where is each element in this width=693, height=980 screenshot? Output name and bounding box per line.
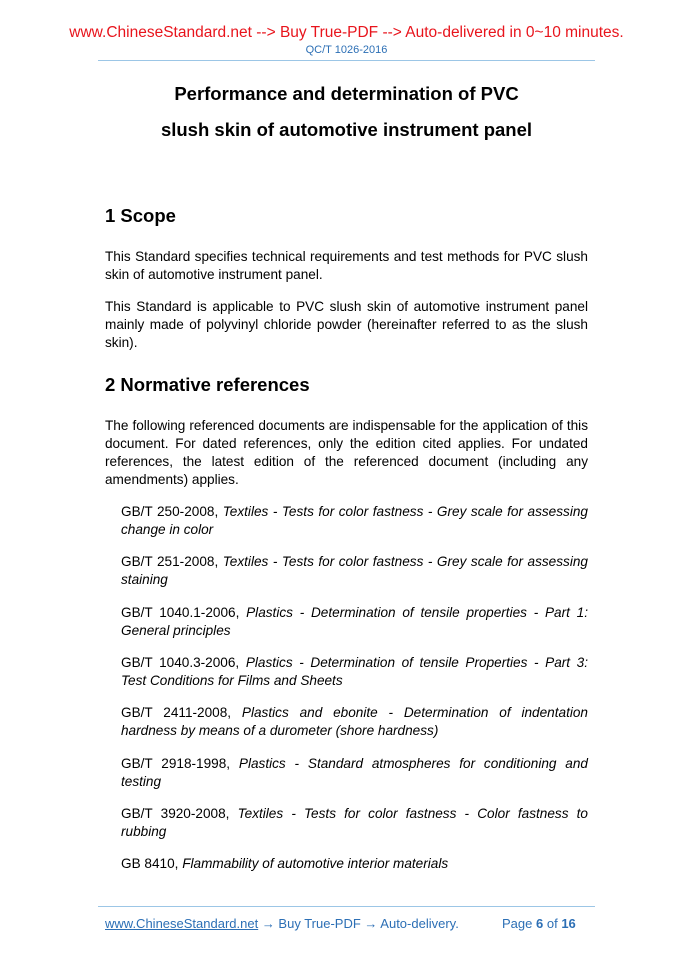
reference-item — [121, 855, 588, 873]
reference-title: Plastics - Standard atmospheres for conditioning and testing — [121, 755, 588, 789]
reference-title: Plastics - Determination of tensile Properties - Part 3: Test Conditions for Films and Sheets — [121, 654, 588, 688]
footer-promo — [105, 916, 459, 931]
reference-code: GB/T 1040.3-2006, — [121, 654, 246, 670]
header-divider — [98, 60, 595, 61]
reference-item — [121, 604, 588, 640]
reference-item — [121, 654, 588, 690]
reference-code: GB/T 250-2008, — [121, 504, 223, 519]
reference-code: GB 8410, — [121, 856, 183, 872]
reference-title: Textiles - Tests for color fastness - Color fastness to rubbing — [121, 805, 588, 839]
reference-code: GB/T 251-2008, — [121, 554, 223, 570]
of-label: of — [546, 916, 558, 931]
footer-link[interactable]: www.ChineseStandard.net — [105, 916, 259, 931]
reference-code: GB/T 2918-1998, — [121, 755, 239, 771]
reference-item — [121, 553, 588, 589]
total-pages: 16 — [561, 916, 576, 931]
promo-banner[interactable]: www.ChineseStandard.net --> Buy True-PDF --> Auto-delivered in 0~10 minutes. — [69, 24, 624, 41]
page-number — [502, 916, 576, 931]
section-heading-scope: 1 Scope — [105, 205, 176, 226]
reference-title: Plastics and ebonite - Determination of indentation hardness by means of a durometer (shore hardness) — [121, 705, 588, 739]
doc-title-line2: slush skin of automotive instrument panel — [160, 119, 533, 140]
paragraph: This Standard specifies technical requirements and test methods for PVC slush skin of automotive instrument panel. — [105, 249, 588, 282]
footer-text: → Buy True-PDF → Auto-delivery. — [258, 916, 459, 931]
reference-title: Flammability of automotive interior materials — [182, 856, 449, 872]
footer-divider — [98, 906, 595, 907]
page-label: Page — [502, 916, 533, 931]
reference-title: Plastics - Determination of tensile properties - Part 1: General principles — [121, 604, 588, 638]
reference-item — [121, 503, 588, 539]
paragraph: The following referenced documents are indispensable for the application of this document. For dated references, only the edition cited applies. For undated references, the latest edition of the referenced document (including any amendments) applies. — [105, 418, 588, 487]
reference-item — [121, 755, 588, 791]
reference-title: Textiles - Tests for color fastness - Grey scale for assessing change in color — [121, 504, 588, 537]
doc-title-line1: Performance and determination of PVC — [174, 83, 519, 104]
section-heading-normative-references: 2 Normative references — [105, 374, 310, 395]
reference-item — [121, 805, 588, 841]
paragraph: This Standard is applicable to PVC slush skin of automotive instrument panel mainly made of polyvinyl chloride powder (hereinafter referred to as the slush skin). — [105, 299, 588, 350]
reference-code: GB/T 3920-2008, — [121, 805, 238, 821]
current-page: 6 — [536, 916, 544, 931]
reference-title: Textiles - Tests for color fastness - Grey scale for assessing staining — [121, 554, 588, 588]
standard-code: QC/T 1026-2016 — [305, 44, 388, 56]
reference-item — [121, 704, 588, 740]
reference-code: GB/T 1040.1-2006, — [121, 604, 247, 620]
reference-code: GB/T 2411-2008, — [121, 705, 242, 721]
